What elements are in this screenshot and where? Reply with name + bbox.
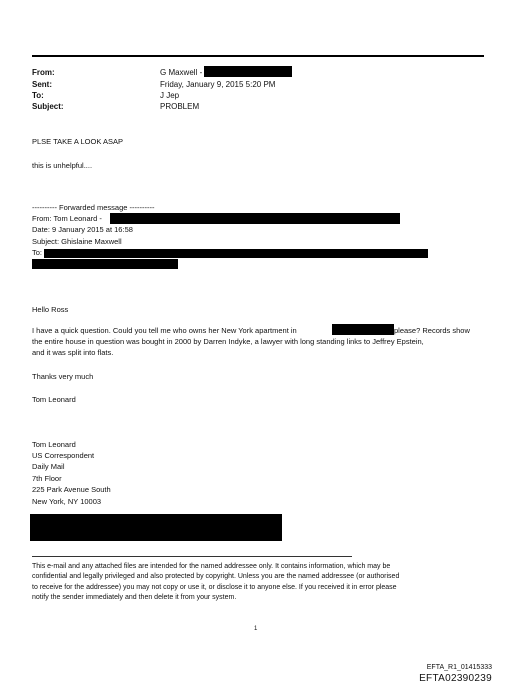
header-rule <box>32 55 484 57</box>
para1-line-d: and it was split into flats. <box>32 348 114 357</box>
subject-label: Subject: <box>32 102 64 111</box>
para1-line-b: please? Records show <box>394 326 470 335</box>
signature-street: 225 Park Avenue South <box>32 485 111 494</box>
to-value: J Jep <box>160 91 180 100</box>
disclaimer-line: confidential and legally privileged and also protected by copyright. Unless you are the named addressee (or authorised <box>32 573 400 581</box>
disclaimer-line: to receive for the addressee) you may not copy or use it, or disclose it to anyone else. If you received it in error please <box>32 583 397 591</box>
signature-name: Tom Leonard <box>32 440 76 449</box>
signature-title: US Correspondent <box>32 451 95 460</box>
fwd-date: Date: 9 January 2015 at 16:58 <box>32 225 133 234</box>
fwd-from: From: Tom Leonard - <box>32 214 102 223</box>
from-label: From: <box>32 68 55 77</box>
sent-label: Sent: <box>32 80 52 89</box>
forward-marker: ---------- Forwarded message ---------- <box>32 203 155 212</box>
disclaimer-rule <box>32 556 352 557</box>
redaction-block <box>110 213 400 224</box>
redaction-block <box>204 66 292 77</box>
bates-number-small: EFTA_R1_01415333 <box>426 664 492 671</box>
sent-value: Friday, January 9, 2015 5:20 PM <box>160 80 276 89</box>
disclaimer-text <box>32 562 484 604</box>
redaction-block <box>32 259 178 269</box>
thanks-line: Thanks very much <box>32 372 94 381</box>
para1-line-c: the entire house in question was bought in 2000 by Darren Indyke, a lawyer with long standing links to Jeffrey Epstein, <box>32 337 424 346</box>
subject-value: PROBLEM <box>160 102 200 111</box>
body-line-1: PLSE TAKE A LOOK ASAP <box>32 137 124 146</box>
greeting: Hello Ross <box>32 305 69 314</box>
redaction-block <box>332 324 394 335</box>
page-number: 1 <box>254 626 258 632</box>
signature-city: New York, NY 10003 <box>32 497 102 506</box>
disclaimer-line: This e-mail and any attached files are intended for the named addressee only. It contains information, which may be <box>32 563 391 570</box>
para1-line-a: I have a quick question. Could you tell me who owns her New York apartment in <box>32 326 297 335</box>
fwd-subject: Subject: Ghislaine Maxwell <box>32 237 122 246</box>
from-value: G Maxwell - <box>160 68 203 77</box>
fwd-to: To: <box>32 248 43 257</box>
signature-floor: 7th Floor <box>32 474 62 483</box>
to-label: To: <box>32 91 44 100</box>
redaction-block <box>30 514 282 541</box>
bates-number-large: EFTA02390239 <box>419 673 492 684</box>
body-line-2: this is unhelpful.... <box>32 161 93 170</box>
disclaimer-line: notify the sender immediately and then delete it from your system. <box>32 594 237 602</box>
redaction-block <box>44 249 428 258</box>
signature-company: Daily Mail <box>32 462 65 471</box>
signoff-line: Tom Leonard <box>32 395 76 404</box>
